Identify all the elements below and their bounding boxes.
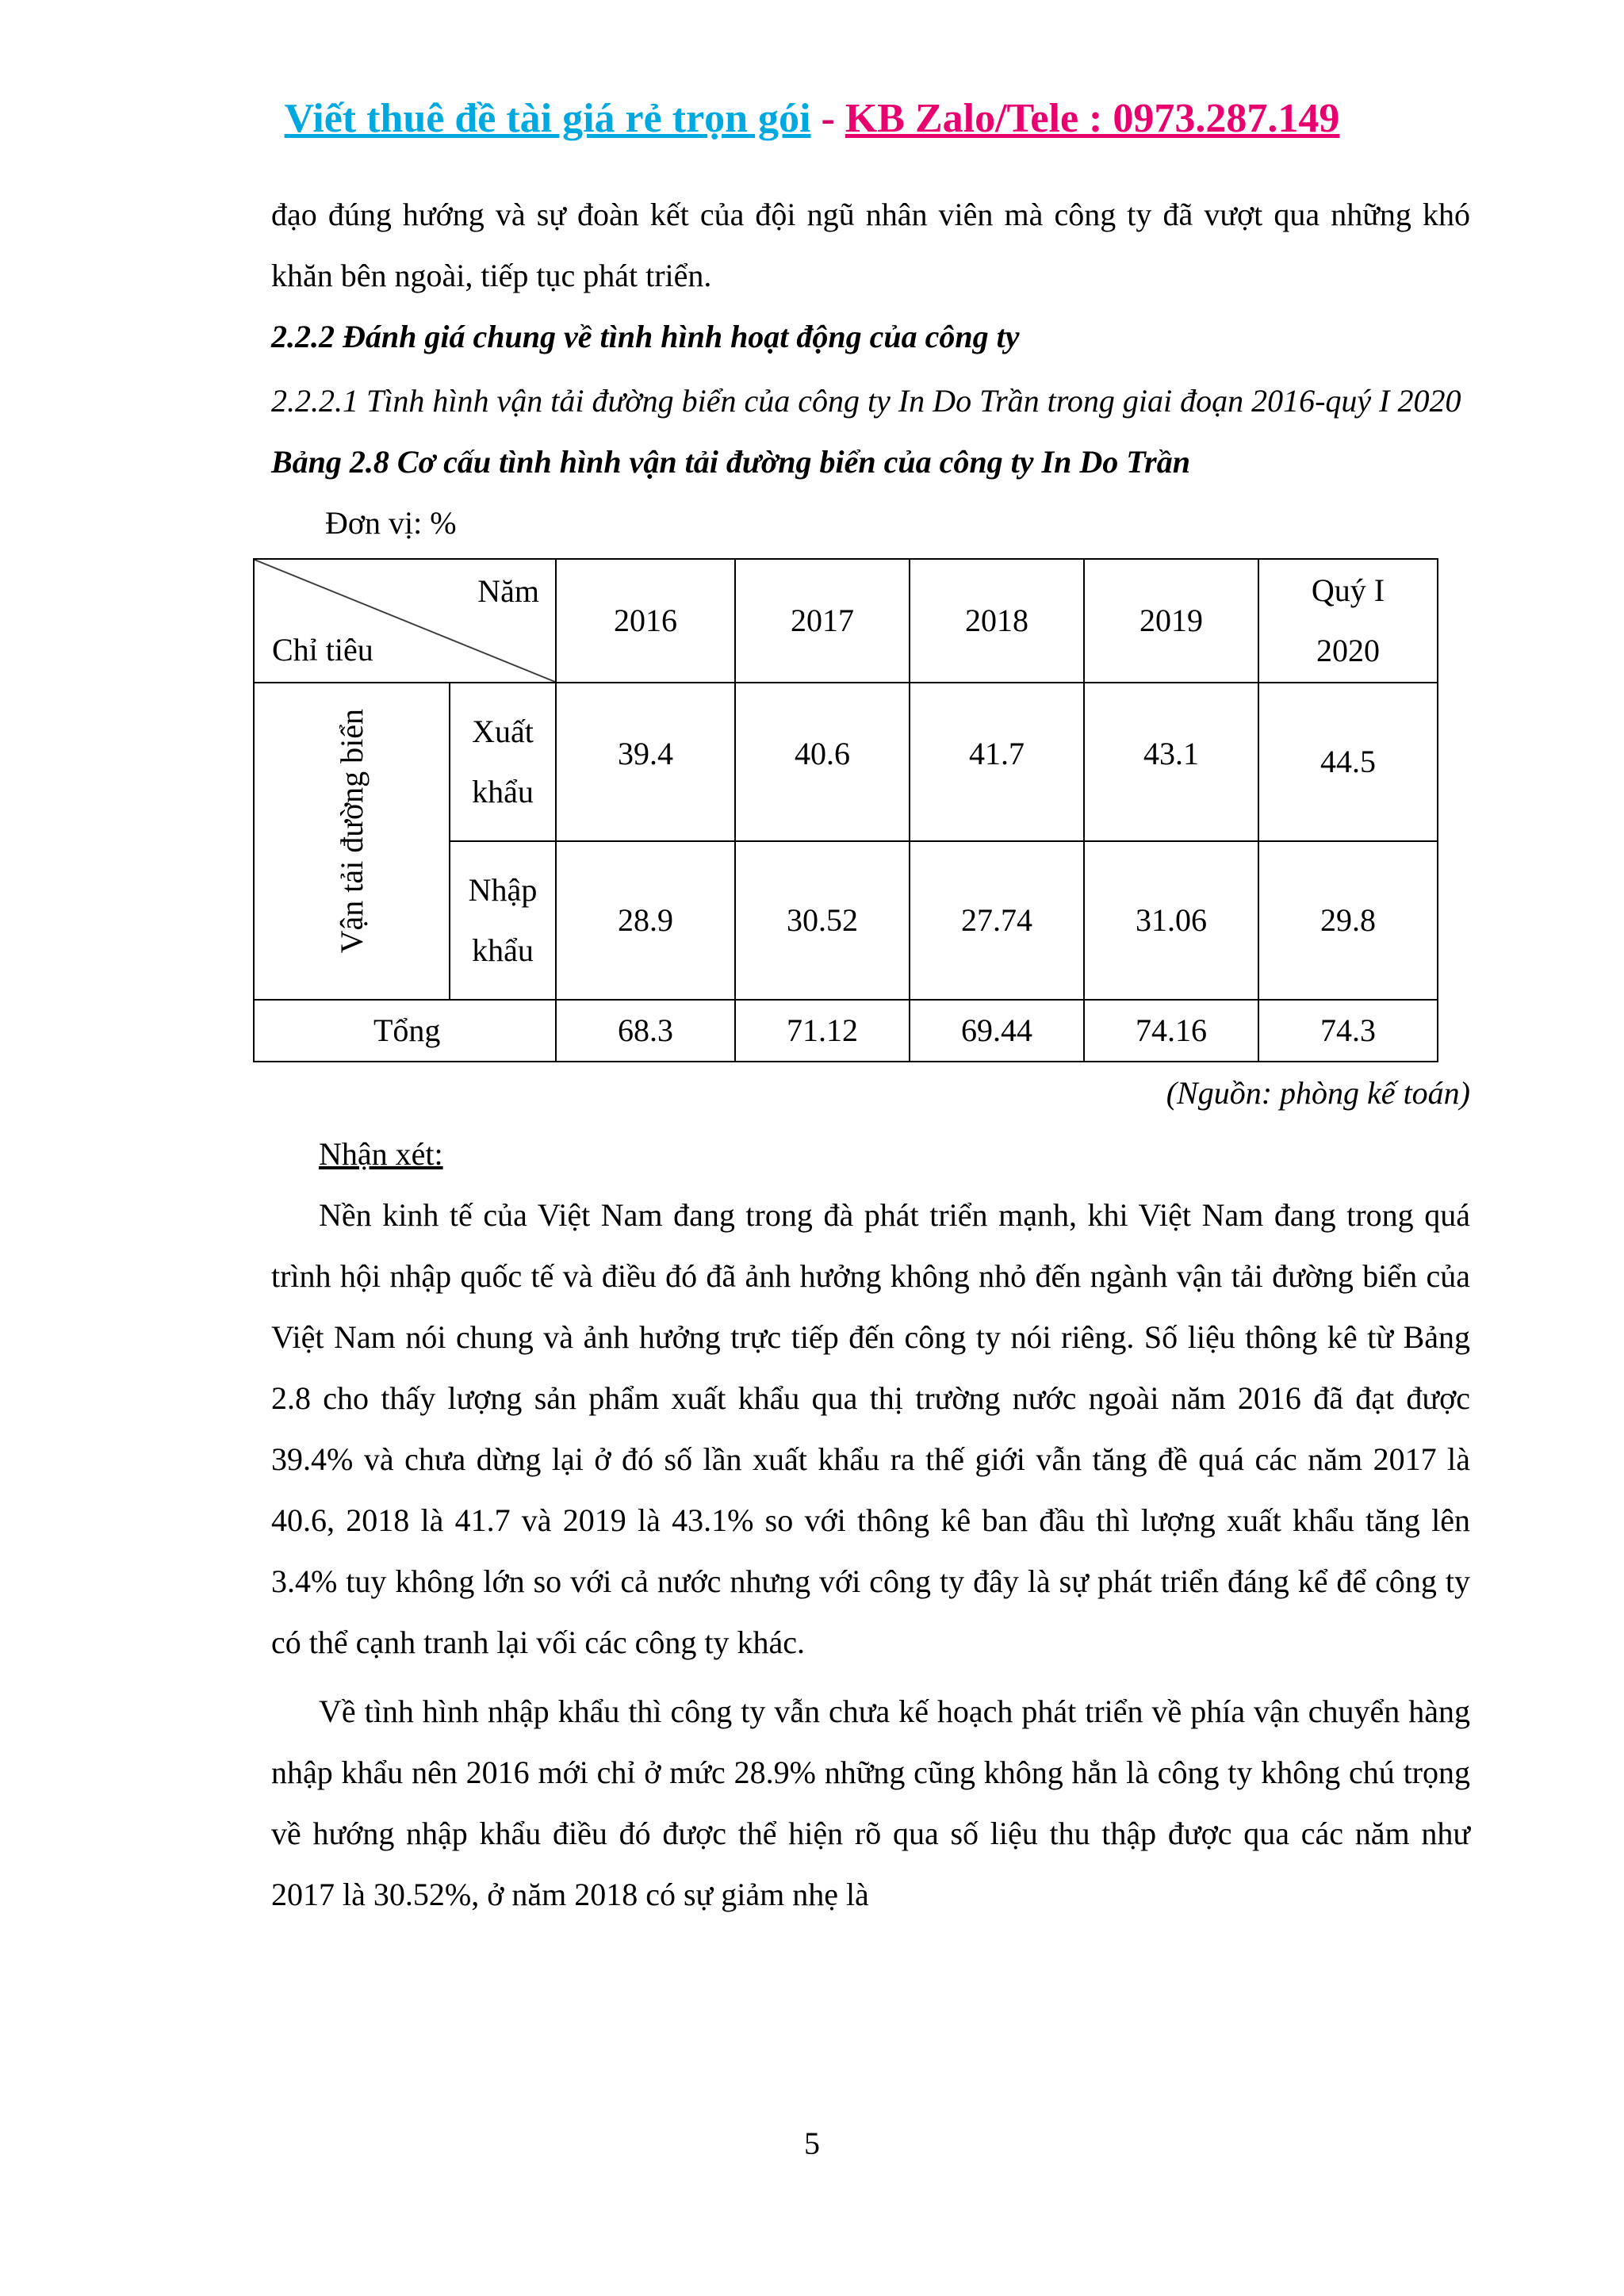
table-cell: 28.9 — [556, 841, 735, 1000]
intro-paragraph: đạo đúng hướng và sự đoàn kết của đội ngũ nhân viên mà công ty đã vượt qua những khó khăn bên ngoài, tiếp tục phát triển. — [271, 197, 1470, 293]
total-label: Tổng — [254, 1000, 556, 1062]
export-label-cell — [450, 683, 556, 841]
section-heading: 2.2.2 Đánh giá chung về tình hình hoạt động của công ty — [271, 319, 1020, 354]
table-cell: 74.3 — [1258, 1000, 1438, 1062]
subsection-heading: 2.2.2.1 Tình hình vận tải đường biển của công ty In Do Trần trong giai đoạn 2016-quý I 2020 — [271, 383, 1461, 419]
header-quarter-line1: Quý I — [1311, 572, 1385, 608]
header-quarter — [1258, 559, 1438, 683]
import-label-line1: Nhập — [468, 872, 538, 908]
table-cell: 68.3 — [556, 1000, 735, 1062]
table-cell: 44.5 — [1258, 683, 1438, 841]
table-cell: 69.44 — [910, 1000, 1084, 1062]
table-cell: 40.6 — [735, 683, 910, 841]
table-cell: 30.52 — [735, 841, 910, 1000]
diagonal-corner-cell — [254, 559, 556, 683]
export-label-line2: khẩu — [472, 774, 534, 809]
source-note: (Nguồn: phòng kế toán) — [1166, 1075, 1470, 1111]
table-cell: 74.16 — [1084, 1000, 1258, 1062]
table-total-row — [254, 1000, 1438, 1062]
table-cell: 43.1 — [1084, 683, 1258, 841]
header-banner — [0, 95, 1624, 142]
sea-transport-table — [253, 558, 1438, 1062]
page-number: 5 — [804, 2126, 820, 2161]
header-year: 2016 — [556, 559, 735, 683]
header-year: 2018 — [910, 559, 1084, 683]
import-label-line2: khẩu — [472, 932, 534, 968]
import-label-cell — [450, 841, 556, 1000]
body-paragraph: Về tình hình nhập khẩu thì công ty vẫn chưa kế hoạch phát triển về phía vận chuyển hàng nhập khẩu nên 2016 mới chỉ ở mức 28.9% những cũng không hẳn là công ty không chú trọng về hướng nhập khẩu điều đó được thể hiện rõ qua số liệu thu thập được qua các năm như 2017 là 30.52%, ở năm 2018 có sự giảm nhẹ là — [271, 1693, 1470, 1912]
table-cell: 41.7 — [910, 683, 1084, 841]
corner-indicator-label: Chỉ tiêu — [272, 632, 373, 668]
banner-service-text: Viết thuê đề tài giá rẻ trọn gói — [284, 96, 811, 141]
table-cell: 71.12 — [735, 1000, 910, 1062]
table-header-row — [254, 559, 1438, 683]
unit-label: Đơn vị: % — [325, 505, 457, 541]
export-label-line1: Xuất — [472, 714, 534, 749]
header-year: 2019 — [1084, 559, 1258, 683]
table-cell: 29.8 — [1258, 841, 1438, 1000]
header-quarter-line2: 2020 — [1316, 633, 1380, 668]
table-caption: Bảng 2.8 Cơ cấu tình hình vận tải đường biển của công ty In Do Trần — [271, 444, 1190, 480]
remark-label: Nhận xét: — [319, 1136, 443, 1172]
table-row — [254, 683, 1438, 841]
corner-year-label: Năm — [477, 573, 539, 609]
header-year: 2017 — [735, 559, 910, 683]
group-label: Vận tải đường biển — [333, 709, 370, 954]
page-content — [271, 184, 1470, 1925]
banner-contact-text: KB Zalo/Tele : 0973.287.149 — [845, 96, 1340, 141]
group-label-cell — [254, 683, 450, 1000]
table-cell: 27.74 — [910, 841, 1084, 1000]
table-cell: 31.06 — [1084, 841, 1258, 1000]
banner-separator: - — [810, 96, 845, 141]
body-paragraph: Nền kinh tế của Việt Nam đang trong đà phát triển mạnh, khi Việt Nam đang trong quá trình hội nhập quốc tế và điều đó đã ảnh hưởng không nhỏ đến ngành vận tải đường biển của Việt Nam nói chung và ảnh hưởng trực tiếp đến công ty nói riêng. Số liệu thông kê từ Bảng 2.8 cho thấy lượng sản phẩm xuất khẩu qua thị trường nước ngoài năm 2016 đã đạt được 39.4% và chưa dừng lại ở đó số lần xuất khẩu ra thế giới vẫn tăng đề quá các năm 2017 là 40.6, 2018 là 41.7 và 2019 là 43.1% so với thông kê ban đầu thì lượng xuất khẩu tăng lên 3.4% tuy không lớn so với cả nước nhưng với công ty đây là sự phát triển đáng kể để công ty có thể cạnh tranh lại vối các công ty khác. — [271, 1197, 1470, 1660]
table-cell: 39.4 — [556, 683, 735, 841]
